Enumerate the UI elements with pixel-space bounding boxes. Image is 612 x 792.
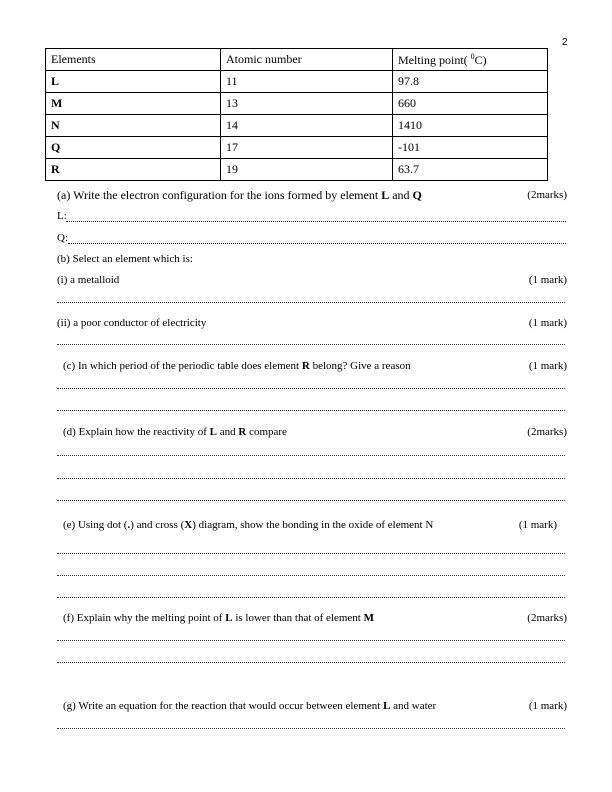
- melting-point-cell: 97.8: [393, 71, 548, 93]
- answer-line[interactable]: [57, 387, 565, 389]
- melting-point-cell: -101: [393, 137, 548, 159]
- table-row: [46, 115, 548, 137]
- answer-line[interactable]: [57, 409, 565, 411]
- answer-line[interactable]: [57, 661, 565, 663]
- answer-line[interactable]: [57, 727, 565, 729]
- marks-label: (1 mark): [528, 274, 567, 286]
- answer-line[interactable]: [57, 552, 565, 554]
- element-cell: N: [46, 115, 221, 137]
- atomic-number-cell: 13: [221, 93, 393, 115]
- answer-line[interactable]: [68, 242, 566, 244]
- element-cell: Q: [46, 137, 221, 159]
- elements-table: [45, 48, 548, 181]
- answer-line[interactable]: [57, 477, 565, 479]
- table-row: [46, 71, 548, 93]
- header-elements: Elements: [46, 49, 221, 71]
- melting-point-cell: 660: [393, 93, 548, 115]
- element-cell: L: [46, 71, 221, 93]
- atomic-number-cell: 14: [221, 115, 393, 137]
- header-atomic-number: Atomic number: [221, 49, 393, 71]
- answer-line[interactable]: [57, 454, 565, 456]
- page-number: 2: [562, 37, 568, 48]
- atomic-number-cell: 19: [221, 159, 393, 181]
- answer-label-L: L:: [57, 210, 67, 222]
- atomic-number-cell: 17: [221, 137, 393, 159]
- answer-line[interactable]: [57, 301, 565, 303]
- marks-label: (1 mark): [518, 519, 557, 531]
- answer-line[interactable]: [66, 220, 566, 222]
- marks-label: (1 mark): [528, 317, 567, 329]
- header-melting-point: Melting point( $^0$C): [393, 49, 548, 71]
- marks-label: (2marks): [527, 426, 567, 438]
- marks-label: (1 mark): [528, 700, 567, 712]
- melting-point-cell: 1410: [393, 115, 548, 137]
- answer-line[interactable]: [57, 343, 565, 345]
- answer-line[interactable]: [57, 574, 565, 576]
- atomic-number-cell: 11: [221, 71, 393, 93]
- melting-point-cell: 63.7: [393, 159, 548, 181]
- answer-label-Q: Q:: [57, 232, 68, 244]
- table-row: [46, 159, 548, 181]
- answer-line[interactable]: [57, 499, 565, 501]
- answer-line[interactable]: [57, 596, 565, 598]
- element-cell: M: [46, 93, 221, 115]
- element-cell: R: [46, 159, 221, 181]
- marks-label: (2marks): [527, 189, 567, 201]
- marks-label: (1 mark): [528, 360, 567, 372]
- table-header-row: [46, 49, 548, 71]
- table-row: [46, 93, 548, 115]
- table-row: [46, 137, 548, 159]
- marks-label: (2marks): [527, 612, 567, 624]
- answer-line[interactable]: [57, 639, 565, 641]
